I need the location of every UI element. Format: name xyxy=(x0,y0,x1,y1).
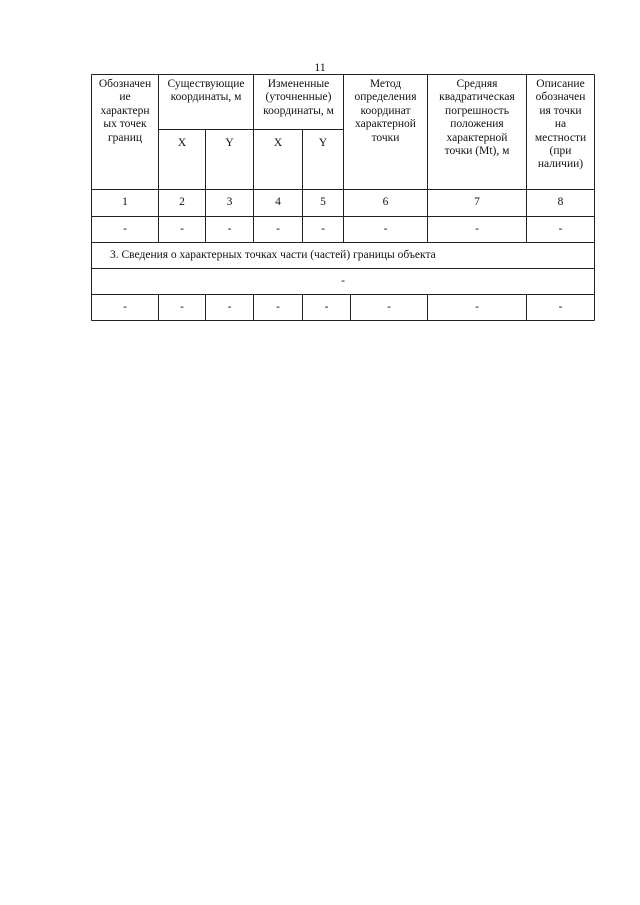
header-point-description: Описание обозначен ия точки на местности (при наличии) xyxy=(534,78,587,171)
header-point-designation: Обозначен ие характерн ых точек границ xyxy=(98,78,152,144)
table-cell: - xyxy=(123,222,127,235)
column-number: 6 xyxy=(382,196,389,209)
table-cell: - xyxy=(180,300,184,313)
section-subrow: - xyxy=(341,274,345,287)
header-existing-x: X xyxy=(177,137,187,150)
table-cell: - xyxy=(227,222,232,235)
header-method: Метод определения координат характерной точки xyxy=(354,78,417,144)
column-number: 5 xyxy=(320,196,326,209)
column-number: 3 xyxy=(226,196,233,209)
table-cell: - xyxy=(227,300,232,313)
header-mean-error: Средняя квадратическая погрешность положения характерной точки (Mt), м xyxy=(439,78,515,158)
table-cell: - xyxy=(276,300,280,313)
header-existing-y: Y xyxy=(225,137,234,150)
table-cell: - xyxy=(558,222,563,235)
page-number: 11 xyxy=(314,60,326,74)
table-cell: - xyxy=(475,300,479,313)
header-changed-y: Y xyxy=(318,137,328,150)
header-changed-x: X xyxy=(273,137,283,150)
table-cell: - xyxy=(383,222,388,235)
column-number: 1 xyxy=(122,196,128,209)
header-existing-coordinates: Существующие координаты, м xyxy=(167,78,245,104)
section-title: 3. Сведения о характерных точках части (частей) границы объекта xyxy=(110,248,436,261)
column-number: 2 xyxy=(179,196,185,209)
column-number: 8 xyxy=(557,196,564,209)
table-cell: - xyxy=(387,300,391,313)
table-cell: - xyxy=(180,222,184,235)
column-number: 4 xyxy=(275,196,281,209)
table-cell: - xyxy=(475,222,479,235)
table-cell: - xyxy=(558,300,563,313)
table-cell: - xyxy=(123,300,127,313)
header-changed-coordinates: Измененные (уточненные) координаты, м xyxy=(263,78,334,117)
table-cell: - xyxy=(276,222,280,235)
column-number: 7 xyxy=(474,196,480,209)
table-cell: - xyxy=(324,300,329,313)
table-cell: - xyxy=(321,222,325,235)
